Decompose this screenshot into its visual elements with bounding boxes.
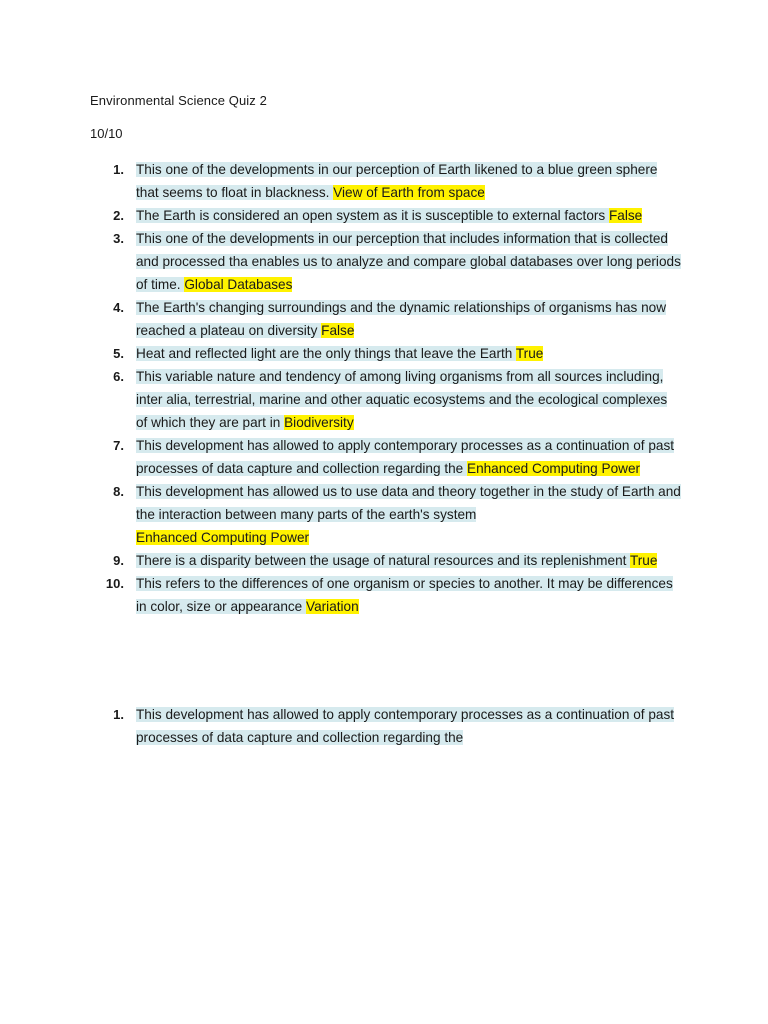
question-number: 10. bbox=[105, 576, 124, 591]
question-item bbox=[0, 296, 768, 342]
question-item bbox=[0, 158, 768, 204]
question-answer: False bbox=[609, 208, 643, 223]
question-number: 3. bbox=[113, 231, 124, 246]
question-answer: View of Earth from space bbox=[333, 185, 485, 200]
question-number: 1. bbox=[113, 162, 124, 177]
question-number: 1. bbox=[113, 707, 124, 722]
question-text: This one of the developments in our perception that includes information that is collected and processed tha enables us to analyze and compare global databases over long periods of time. bbox=[136, 231, 681, 292]
question-item bbox=[0, 572, 768, 618]
question-text: This development has allowed to apply contemporary processes as a continuation of past processes of data capture and collection regarding the bbox=[136, 438, 675, 476]
question-number: 5. bbox=[113, 346, 124, 361]
question-item bbox=[0, 365, 768, 434]
question-number: 2. bbox=[113, 208, 124, 223]
question-text: This refers to the differences of one organism or species to another. It may be differences in color, size or appearance bbox=[136, 576, 673, 614]
question-text: This variable nature and tendency of among living organisms from all sources including, inter alia, terrestrial, marine and other aquatic ecosystems and the ecological complexes of which they are part in bbox=[136, 369, 668, 430]
question-answer: Biodiversity bbox=[284, 415, 354, 430]
question-answer: False bbox=[321, 323, 355, 338]
question-answer: Global Databases bbox=[184, 277, 293, 292]
question-answer: Enhanced Computing Power bbox=[136, 530, 310, 545]
question-number: 7. bbox=[113, 438, 124, 453]
question-list bbox=[0, 158, 768, 618]
question-item bbox=[0, 227, 768, 296]
question-item bbox=[0, 480, 768, 549]
second-question-list bbox=[0, 703, 768, 749]
question-number: 9. bbox=[113, 553, 124, 568]
question-text: Heat and reflected light are the only things that leave the Earth bbox=[136, 346, 516, 361]
question-text: This development has allowed to apply contemporary processes as a continuation of past processes of data capture and collection regarding the bbox=[136, 707, 675, 745]
question-answer: Variation bbox=[306, 599, 359, 614]
document-title: Environmental Science Quiz 2 bbox=[90, 93, 267, 108]
question-text: This one of the developments in our perception of Earth likened to a blue green sphere that seems to float in blackness. bbox=[136, 162, 658, 200]
question-text: The Earth is considered an open system as it is susceptible to external factors bbox=[136, 208, 609, 223]
question-item bbox=[0, 342, 768, 365]
question-answer: True bbox=[629, 553, 658, 568]
question-item bbox=[0, 204, 768, 227]
question-item bbox=[0, 434, 768, 480]
question-number: 4. bbox=[113, 300, 124, 315]
question-item bbox=[0, 549, 768, 572]
question-text: There is a disparity between the usage of natural resources and its replenishment bbox=[136, 553, 630, 568]
question-item bbox=[0, 703, 768, 749]
question-number: 6. bbox=[113, 369, 124, 384]
question-text: The Earth's changing surroundings and the dynamic relationships of organisms has now reached a plateau on diversity bbox=[136, 300, 667, 338]
question-answer: True bbox=[515, 346, 544, 361]
quiz-score: 10/10 bbox=[90, 126, 123, 141]
question-answer: Enhanced Computing Power bbox=[467, 461, 641, 476]
question-text: This development has allowed us to use data and theory together in the study of Earth and the interaction between many parts of the earth's system bbox=[136, 484, 681, 522]
question-number: 8. bbox=[113, 484, 124, 499]
